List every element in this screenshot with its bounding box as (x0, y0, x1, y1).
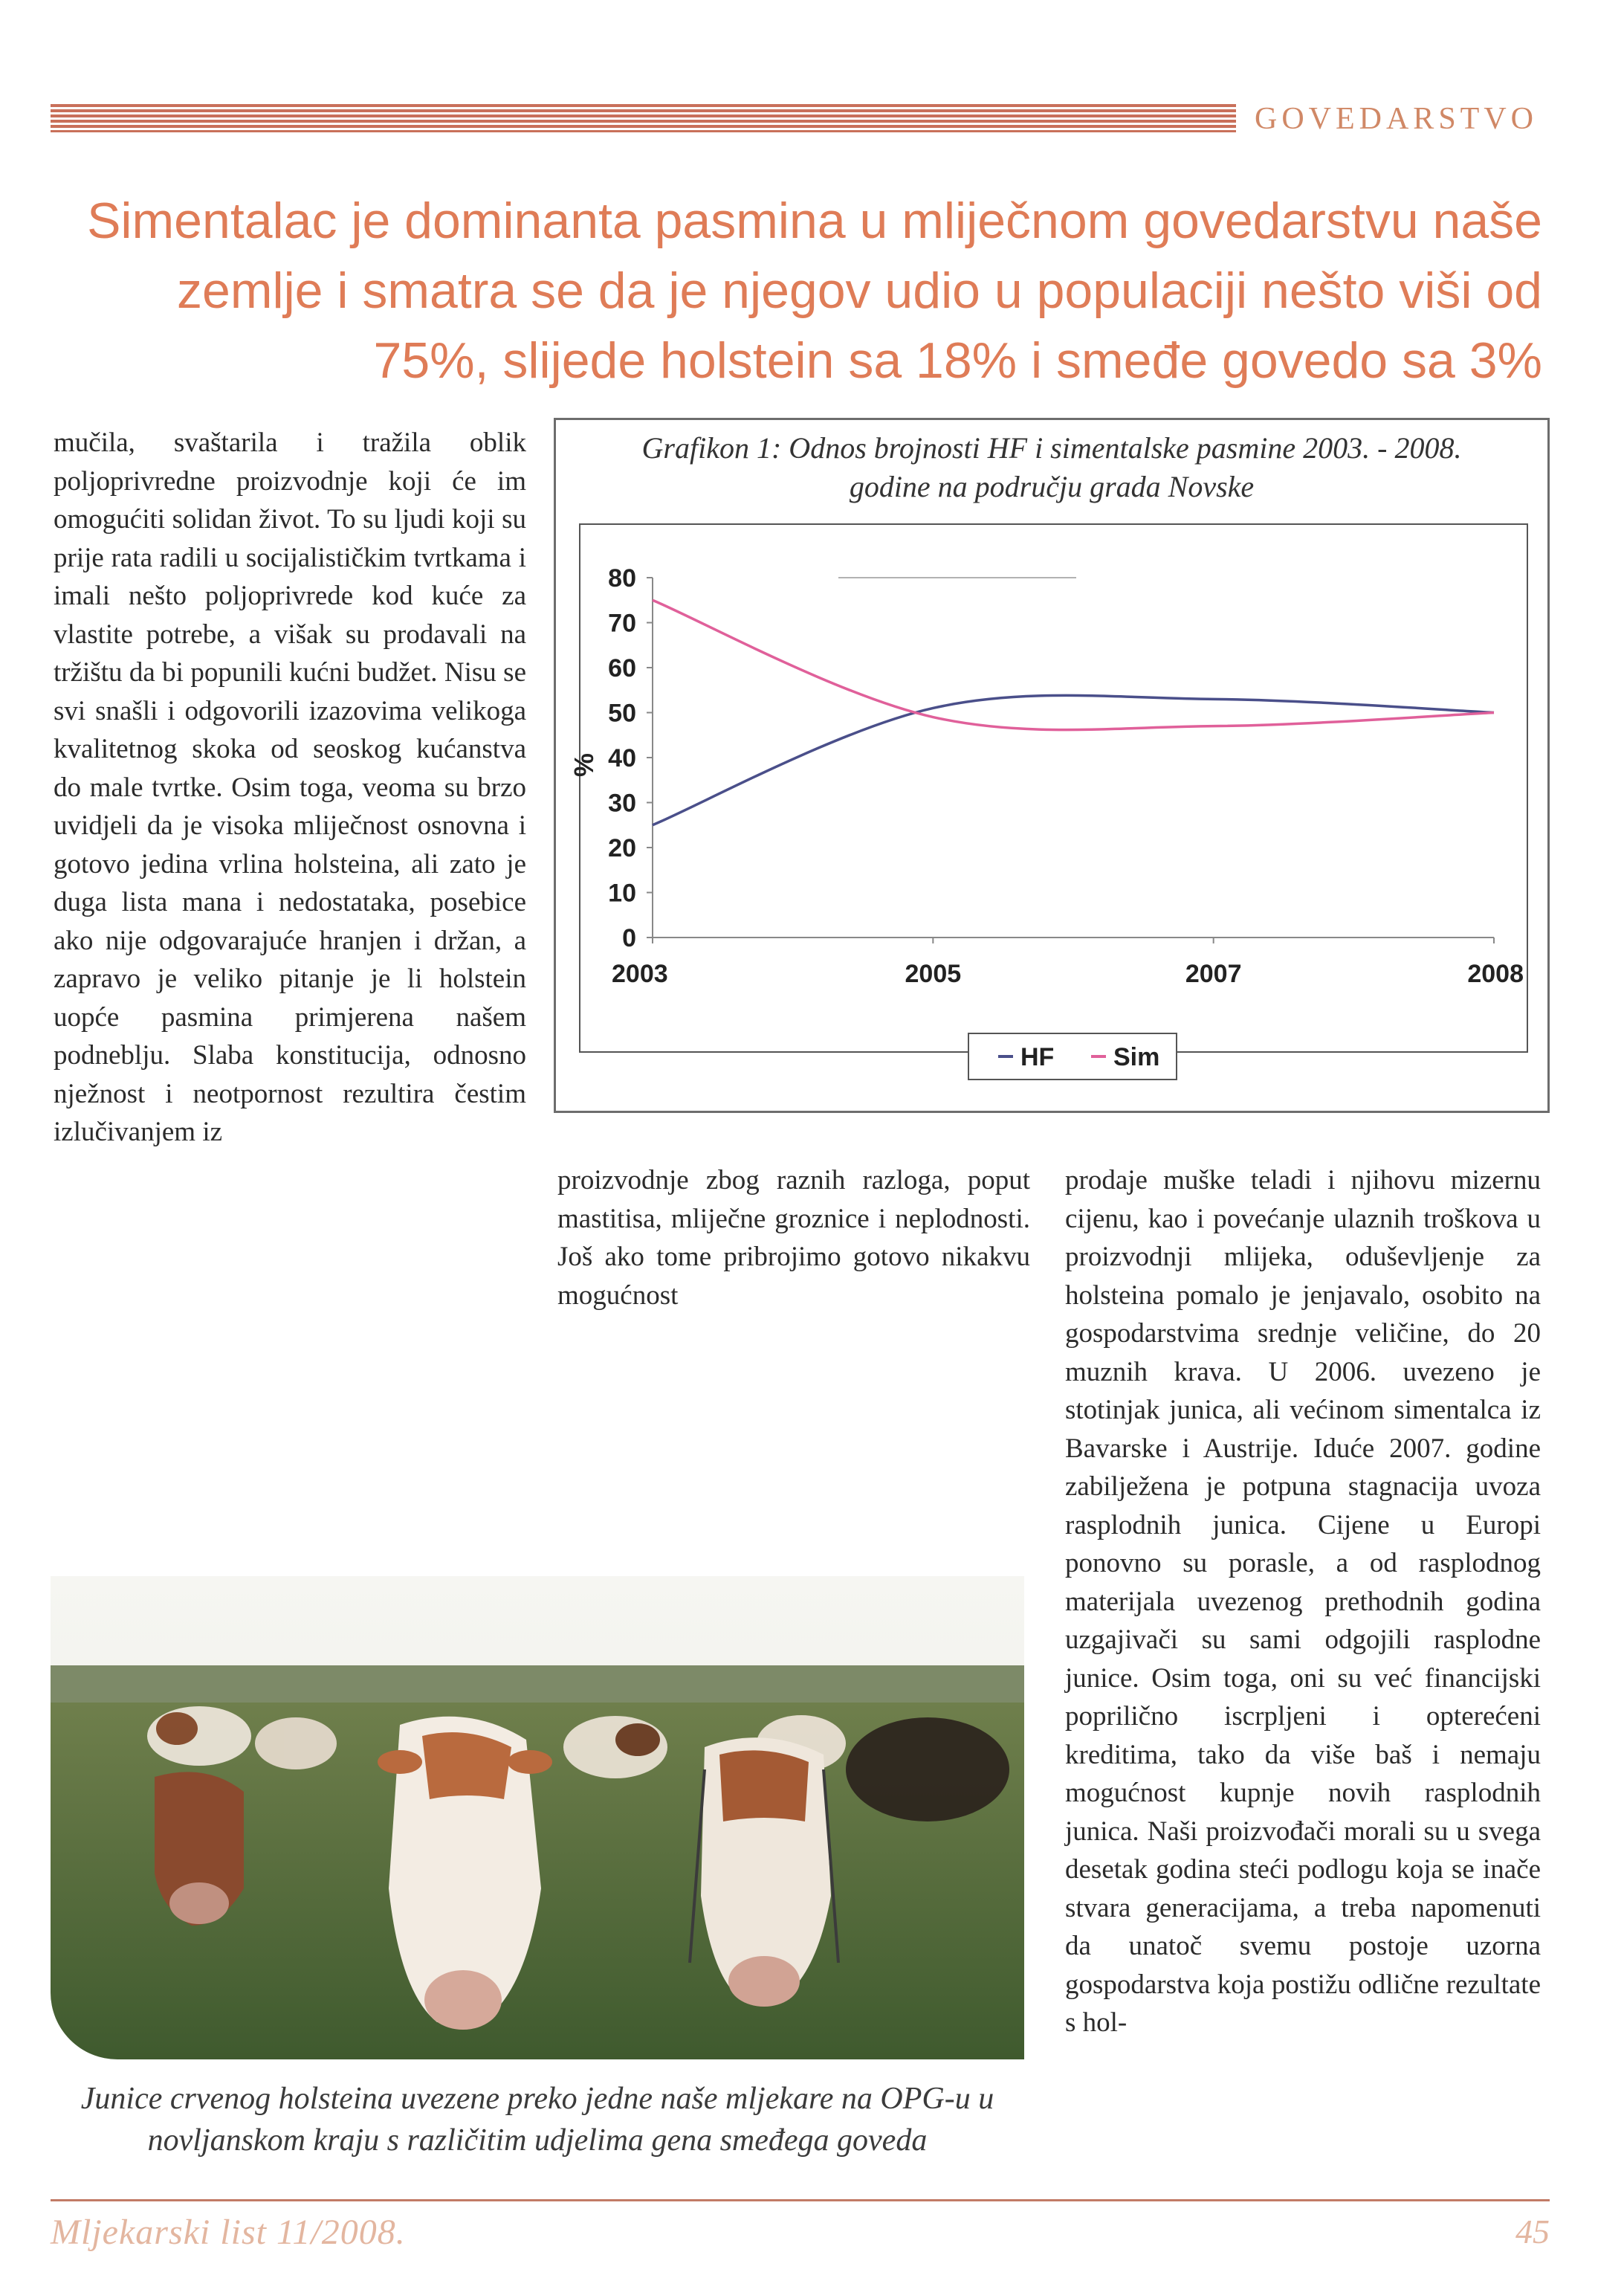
legend-label-hf: HF (1020, 1043, 1055, 1071)
y-tick-label: 20 (608, 834, 636, 862)
y-tick-label: 80 (608, 564, 636, 593)
x-tick-label: 2007 (1185, 960, 1242, 988)
x-tick-label: 2008 (1467, 960, 1524, 988)
cattle-photo-illustration (51, 1576, 1024, 2059)
line-chart (556, 420, 1552, 1115)
y-tick-label: 40 (608, 744, 636, 772)
footer-publication: Mljekarski list 11/2008. (51, 2213, 406, 2252)
series-line-sim (653, 600, 1494, 729)
article-column-1 (54, 424, 526, 1152)
y-tick-label: 0 (622, 924, 636, 952)
chart-figure (554, 418, 1550, 1113)
y-tick-label: 10 (608, 879, 636, 908)
column-1-text: mučila, svaštarila i tražila oblik poljoprivredne proizvodnje koji će im omogućiti solidan život. To su ljudi koji su prije rata radili u socijalističkim tvrtkama i imali nešto poljoprivrede kod kuće za vlastite potrebe, a višak su prodavali na tržištu da bi popunili kućni budžet. Nisu se svi snašli i odgovorili izazovima velikoga kvalitetnog skoka od seoskog kućanstva do male tvrtke. Osim toga, veoma su brzo uvidjeli da je visoka mliječnost osnovna i gotovo jedina vrlina holsteina, ali zato je duga lista mana i nedostataka, posebice ako nije odgovarajuće hranjen i držan, a zapravo je veliko pitanje je li holstein uopće pasmina primjerena našem podneblju. Slaba konstitucija, odnosno nježnost i neotpornost rezultira čestim izlučivanjem iz (54, 427, 526, 1147)
footer-rule (51, 2199, 1550, 2201)
y-tick-label: 30 (608, 789, 636, 818)
article-column-3 (1065, 1161, 1541, 2042)
y-tick-label: 60 (608, 654, 636, 682)
article-column-2 (557, 1161, 1030, 1314)
cattle-photo (51, 1576, 1024, 2059)
y-axis-label: % (569, 752, 599, 778)
column-3-text: prodaje muške teladi i njihovu mizernu cijenu, kao i povećanje ulaznih troškova u proizvodnji mlijeka, oduševljenje za holsteina pomalo je jenjavalo, osobito na gospodarstvima srednje veličine, do 20 muznih krava. U 2006. uvezeno je stotinjak junica, ali većinom simentalca iz Bavarske i Austrije. Iduće 2007. godine zabilježena je potpuna stagnacija uvoza rasplodnih junica. Cijene u Europi ponovno su porasle, a od rasplodnog materijala uvezenog prethodnih godina uzgajivači su sami odgojili rasplodne junice. Osim toga, oni su već financijski poprilično iscrpljeni i opterećeni kreditima, tako da više baš i nemaju mogućnost kupnje novih rasplodnih junica. Naši proizvođači morali su u svega desetak godina steći podlogu koja se inače stvara generacijama, a treba napomenuti da unatoč svemu postoje uzorna gospodarstva koja postižu odlične rezultate s hol- (1065, 1165, 1541, 2038)
photo-caption: Junice crvenog holsteina uvezene preko jedne naše mljekare na OPG-u u novljanskom kraju s različitim udjelima gena smeđega goveda (80, 2082, 994, 2158)
chart-caption-line-2: godine na području grada Novske (849, 470, 1255, 503)
page-number: 45 (1515, 2213, 1550, 2250)
chart-caption-line-1: Grafikon 1: Odnos brojnosti HF i simentalske pasmine 2003. - 2008. (641, 431, 1462, 465)
section-label: GOVEDARSTVO (1255, 102, 1538, 136)
plot-frame (580, 524, 1527, 1052)
x-tick-label: 2005 (905, 960, 962, 988)
y-tick-label: 70 (608, 609, 636, 638)
legend-label-sim: Sim (1113, 1043, 1160, 1071)
series-line-hf (653, 695, 1494, 825)
column-2-text: proizvodnje zbog raznih razloga, poput mastitisa, mliječne groznice i neplodnosti. Još ako tome pribrojimo gotovo nikakvu mogućnost (557, 1165, 1030, 1311)
section-header-rule (51, 104, 1236, 132)
headline: Simentalac je dominanta pasmina u mliječnom govedarstvu naše zemlje i smatra se da je njegov udio u populaciji nešto viši od 75%, slijede holstein sa 18% i smeđe govedo sa 3% (87, 193, 1542, 389)
y-tick-label: 50 (608, 699, 636, 728)
x-tick-label: 2003 (612, 960, 668, 988)
